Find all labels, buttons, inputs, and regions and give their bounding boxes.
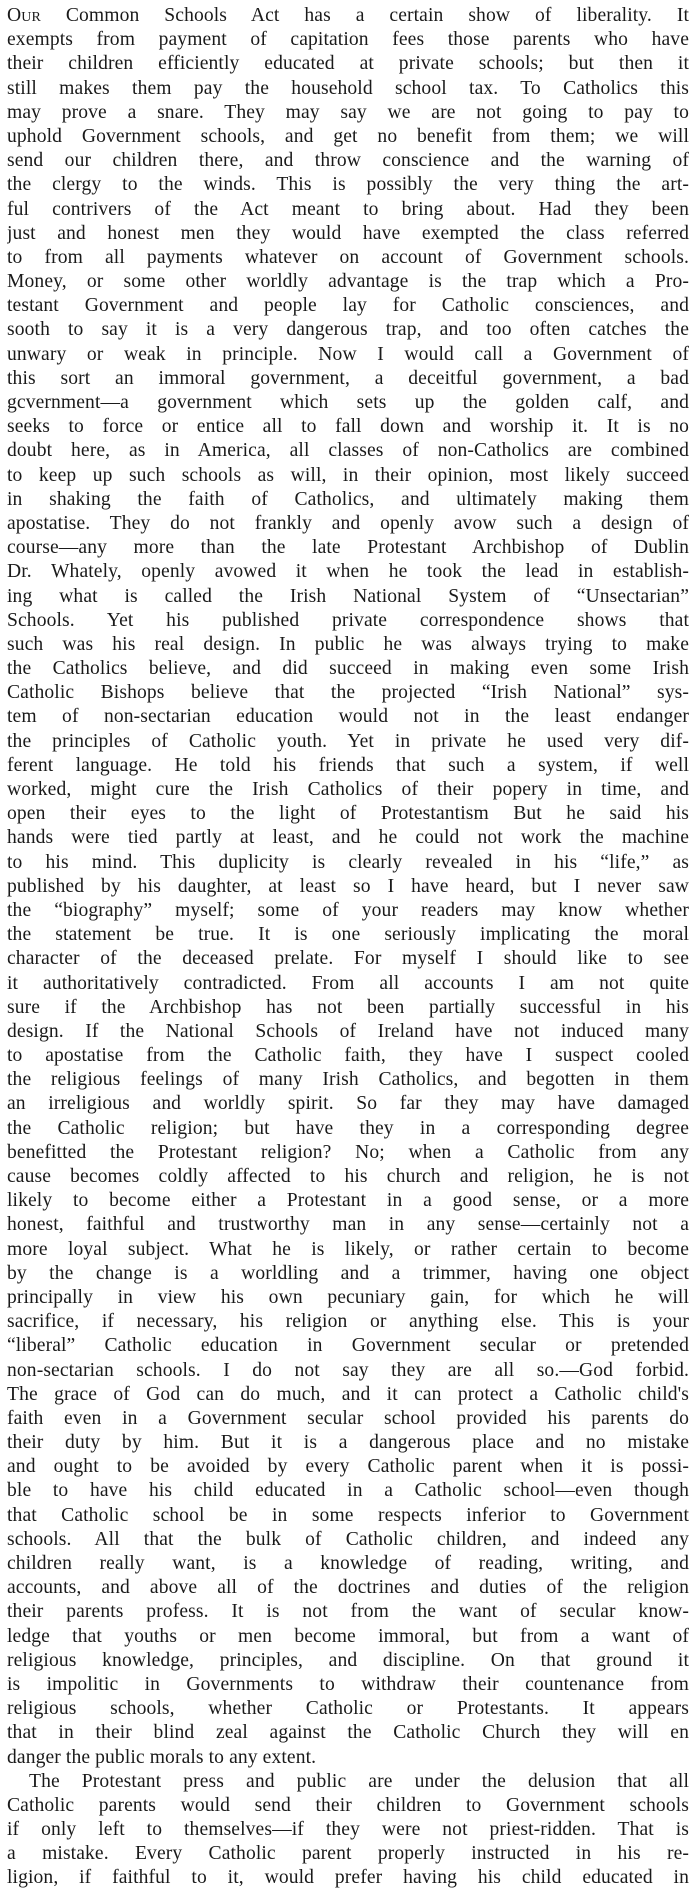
text-line: a mistake. Every Catholic parent properly instructed in his re- <box>7 1843 689 1865</box>
text-line: the principles of Catholic youth. Yet in private he used very dif- <box>7 730 689 752</box>
text-line: to from all payments whatever on account of Government schools. <box>7 246 689 268</box>
text-line: the Catholics believe, and did succeed in making even some Irish <box>7 658 689 680</box>
text-line: benefitted the Protestant religion? No; when a Catholic from any <box>7 1141 689 1163</box>
paragraph-1 <box>7 4 689 1770</box>
text-line: the religious feelings of many Irish Catholics, and begotten in them <box>7 1069 689 1091</box>
text-line: and ought to be avoided by every Catholic parent when it is possi- <box>7 1456 689 1478</box>
text-line: sooth to say it is a very dangerous trap, and too often catches the <box>7 319 689 341</box>
text-line: their duty by him. But it is a dangerous place and no mistake <box>7 1432 689 1454</box>
text-line: ful contrivers of the Act meant to bring about. Had they been <box>7 198 689 220</box>
text-line: the clergy to the winds. This is possibly the very thing the art- <box>7 174 689 196</box>
text-line: worked, might cure the Irish Catholics of their popery in time, and <box>7 779 689 800</box>
text-line: ing what is called the Irish National System of “Unsectarian” <box>7 585 689 607</box>
text-line: danger the public morals to any extent. <box>7 1746 317 1768</box>
text-line: the Catholic religion; but have they in a corresponding degree <box>7 1117 689 1139</box>
text-line: schools. All that the bulk of Catholic children, and indeed any <box>7 1528 689 1550</box>
text-line: tem of non-sectarian education would not in the least endanger <box>7 706 689 728</box>
text-line: send our children there, and throw conscience and the warning of <box>7 150 689 172</box>
text-line: their children efficiently educated at private schools; but then it <box>7 53 689 75</box>
text-line: Dr. Whately, openly avowed it when he took the lead in establish- <box>7 561 689 583</box>
opening-word: Our <box>7 5 41 26</box>
text-line: The grace of God can do much, and it can protect a Catholic child's <box>7 1383 689 1405</box>
text-line: the “biography” myself; some of your readers may know whether <box>7 899 689 921</box>
text-line: to apostatise from the Catholic faith, they have I suspect cooled <box>7 1045 689 1067</box>
text-line: Catholic parents would send their children to Government schools <box>7 1794 689 1816</box>
text-line: non-sectarian schools. I do not say they are all so.—God forbid. <box>7 1359 689 1381</box>
text-line: faith even in a Government secular school provided his parents do <box>7 1407 689 1429</box>
text-line: principally in view his own pecuniary gain, for which he will <box>7 1286 689 1308</box>
text-line: sacrifice, if necessary, his religion or anything else. This is your <box>7 1311 689 1333</box>
text-line: Our Common Schools Act has a certain show of liberality. It <box>7 5 689 26</box>
text-line: unwary or weak in principle. Now I would call a Government of <box>7 343 689 365</box>
text-line: gcvernment—a government which sets up the golden calf, and <box>7 392 689 413</box>
text-line: testant Government and people lay for Catholic consciences, and <box>7 295 689 317</box>
text-line: hands were tied partly at least, and he could not work the machine <box>7 827 689 849</box>
text-line: that in their blind zeal against the Catholic Church they will en <box>7 1722 689 1744</box>
text-line: religious schools, whether Catholic or Protestants. It appears <box>7 1698 689 1720</box>
text-line: honest, faithful and trustworthy man in any sense—certainly not a <box>7 1214 689 1236</box>
text-line: ble to have his child educated in a Catholic school—even though <box>7 1480 689 1502</box>
text-line: the statement be true. It is one seriously implicating the moral <box>7 924 689 946</box>
text-line: design. If the National Schools of Ireland have not induced many <box>7 1020 689 1042</box>
text-line: just and honest men they would have exempted the class referred <box>7 222 689 244</box>
text-line: such was his real design. In public he was always trying to make <box>7 633 689 655</box>
text-line: Schools. Yet his published private correspondence shows that <box>7 609 689 631</box>
text-line: Money, or some other worldly advantage is the trap which a Pro- <box>7 271 689 293</box>
text-line: course—any more than the late Protestant Archbishop of Dublin <box>7 537 689 559</box>
text-line: it authoritatively contradicted. From all accounts I am not quite <box>7 972 689 994</box>
text-line: cause becomes coldly affected to his church and religion, he is not <box>7 1166 689 1187</box>
text-line: uphold Government schools, and get no benefit from them; we will <box>7 125 689 147</box>
text-line: accounts, and above all of the doctrines and duties of the religion <box>7 1577 689 1599</box>
text-line: open their eyes to the light of Protestantism But he said his <box>7 803 689 825</box>
text-line: more loyal subject. What he is likely, or rather certain to become <box>7 1238 689 1260</box>
text-line: published by his daughter, at least so I have heard, but I never saw <box>7 875 689 897</box>
text-line: to his mind. This duplicity is clearly revealed in his “life,” as <box>7 851 689 873</box>
text-line: character of the deceased prelate. For myself I should like to see <box>7 948 689 970</box>
text-line: children really want, is a knowledge of reading, writing, and <box>7 1553 689 1574</box>
text-line: apostatise. They do not frankly and openly avow such a design of <box>7 512 689 534</box>
text-line: exempts from payment of capitation fees those parents who have <box>7 29 689 51</box>
paragraph-2 <box>7 1770 689 1891</box>
text-line: The Protestant press and public are under the delusion that all <box>29 1770 689 1792</box>
text-line: in shaking the faith of Catholics, and ultimately making them <box>7 488 689 510</box>
text-line: is impolitic in Governments to withdraw their countenance from <box>7 1673 689 1695</box>
text-line: to keep up such schools as will, in their opinion, most likely succeed <box>7 464 689 486</box>
text-line: likely to become either a Protestant in a good sense, or a more <box>7 1190 689 1212</box>
text-line: their parents profess. It is not from the want of secular know- <box>7 1601 689 1623</box>
text-line: ledge that youths or men become immoral, but from a want of <box>7 1625 689 1647</box>
text-line: seeks to force or entice all to fall down and worship it. It is no <box>7 416 689 438</box>
text-line: religious knowledge, principles, and discipline. On that ground it <box>7 1649 689 1671</box>
text-line: “liberal” Catholic education in Government secular or pretended <box>7 1335 689 1357</box>
text-line: may prove a snare. They may say we are not going to pay to <box>7 101 689 123</box>
text-line: this sort an immoral government, a deceitful government, a bad <box>7 367 689 389</box>
text-line: if only left to themselves—if they were not priest-ridden. That is <box>7 1819 689 1841</box>
text-line: by the change is a worldling and a trimmer, having one object <box>7 1262 689 1284</box>
text-line: sure if the Archbishop has not been partially successful in his <box>7 996 689 1018</box>
text-line: Catholic Bishops believe that the projected “Irish National” sys- <box>7 682 689 704</box>
text-line: that Catholic school be in some respects inferior to Government <box>7 1504 689 1526</box>
text-line: still makes them pay the household school tax. To Catholics this <box>7 77 689 99</box>
text-line: doubt here, as in America, all classes of non-Catholics are combined <box>7 440 689 462</box>
text-line: ferent language. He told his friends that such a system, if well <box>7 754 689 776</box>
text-line: ligion, if faithful to it, would prefer having his child educated in <box>7 1867 689 1889</box>
text-line: an irreligious and worldly spirit. So far they may have damaged <box>7 1093 689 1115</box>
